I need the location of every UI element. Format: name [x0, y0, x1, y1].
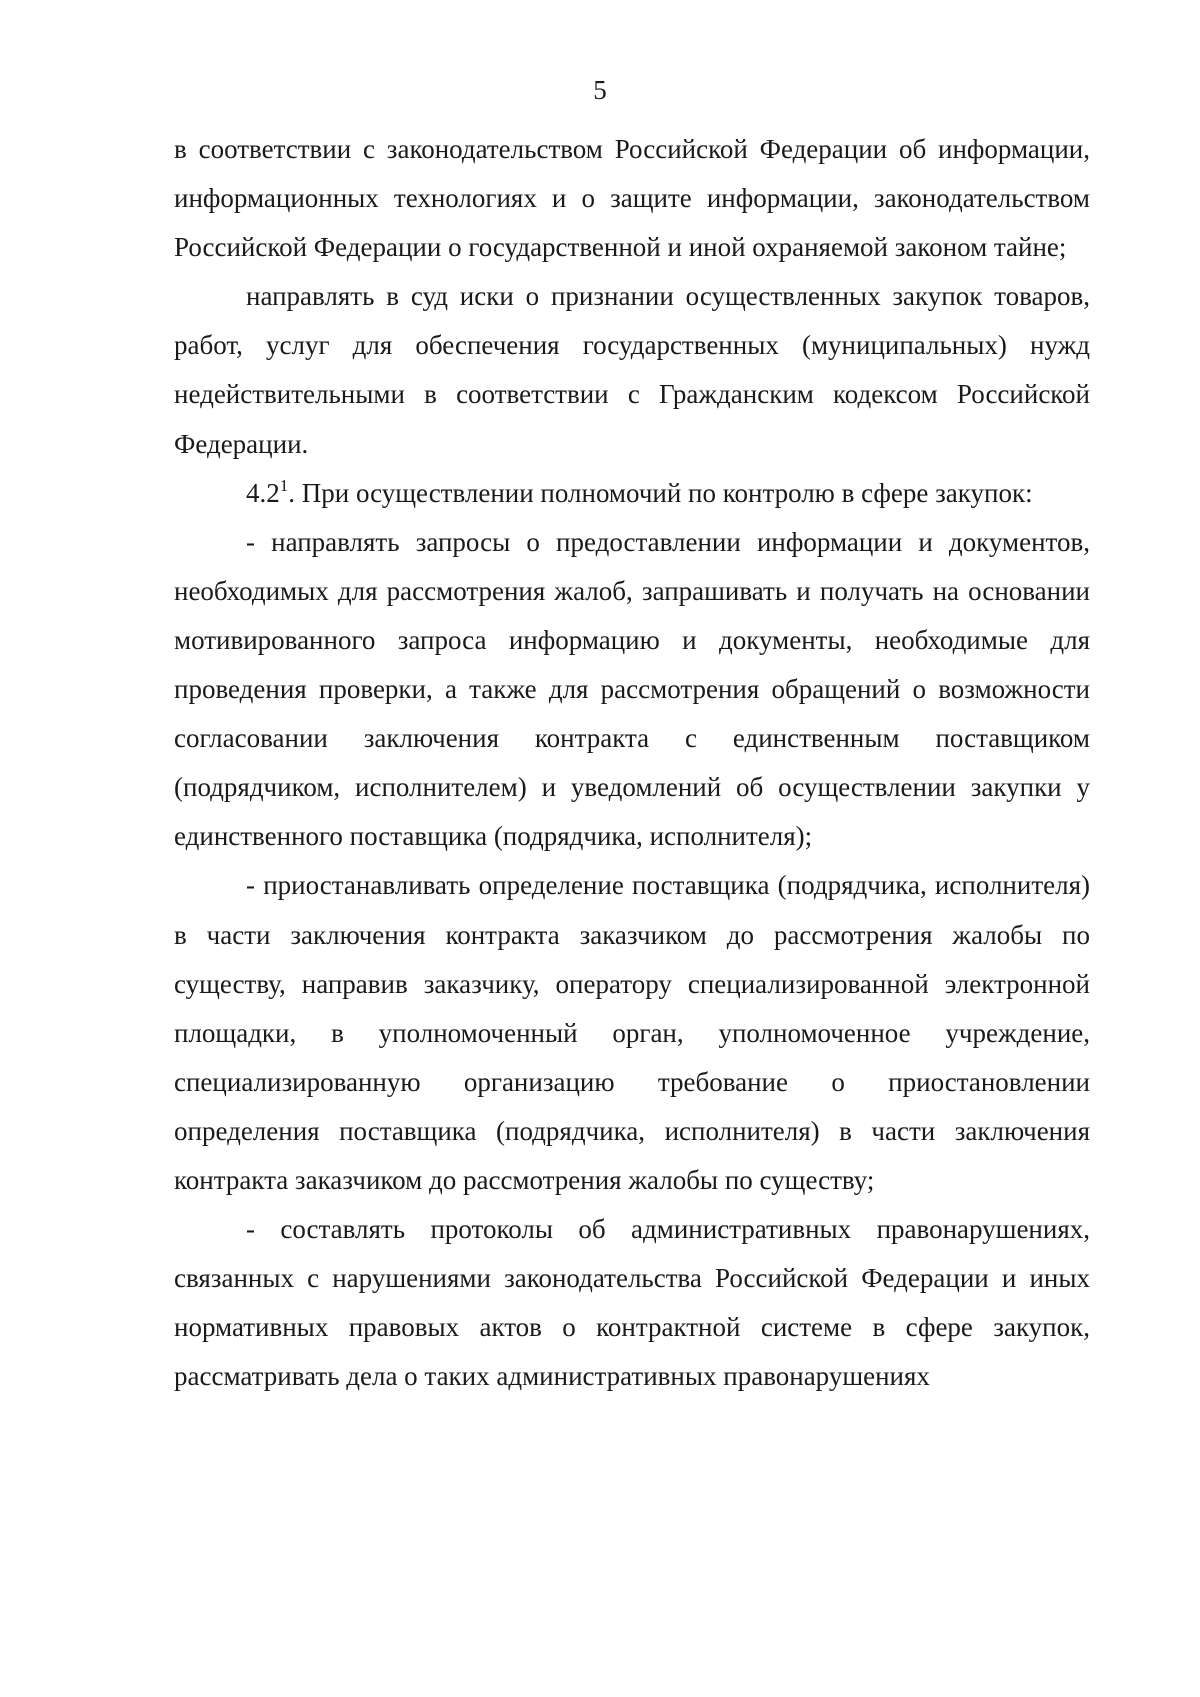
section-number: 4.2 — [246, 477, 280, 508]
paragraph-6: - составлять протоколы об административных правонарушениях, связанных с нарушениями законодательства Российской Федерации и иных нормативных правовых актов о контрактной системе в сфере закупок, рассматривать дела о таких административных правонарушениях — [174, 1214, 1090, 1392]
paragraph-4: - направлять запросы о предоставлении информации и документов, необходимых для рассмотрения жалоб, запрашивать и получать на основании мотивированного запроса информацию и документы, необходимые для проведения проверки, а также для рассмотрения обращений о возможности согласовании заключения контракта с единственным поставщиком (подрядчиком, исполнителем) и уведомлений об осуществлении закупки у единственного поставщика (подрядчика, исполнителя); — [174, 526, 1090, 852]
section-number-superscript: 1 — [279, 475, 289, 495]
document-body — [174, 125, 1090, 1401]
paragraph-5: - приостанавливать определение поставщика (подрядчика, исполнителя) в части заключения контракта заказчиком до рассмотрения жалобы по существу, направив заказчику, оператору специализированной электронной площадки, в уполномоченный орган, уполномоченное учреждение, специализированную организацию требование о приостановлении определения поставщика (подрядчика, исполнителя) в части заключения контракта заказчиком до рассмотрения жалобы по существу; — [174, 870, 1090, 1195]
page-number: 5 — [593, 75, 607, 105]
paragraph-2: направлять в суд иски о признании осуществленных закупок товаров, работ, услуг для обеспечения государственных (муниципальных) нужд недействительными в соответствии с Гражданским кодексом Российской Федерации. — [174, 281, 1090, 459]
paragraph-3-section-heading — [174, 469, 1090, 518]
paragraph-1: в соответствии с законодательством Российской Федерации об информации, информационных технологиях и о защите информации, законодательством Российской Федерации о государственной и иной охраняемой законом тайне; — [174, 134, 1090, 263]
section-heading-text: . При осуществлении полномочий по контролю в сфере закупок: — [288, 477, 1033, 508]
